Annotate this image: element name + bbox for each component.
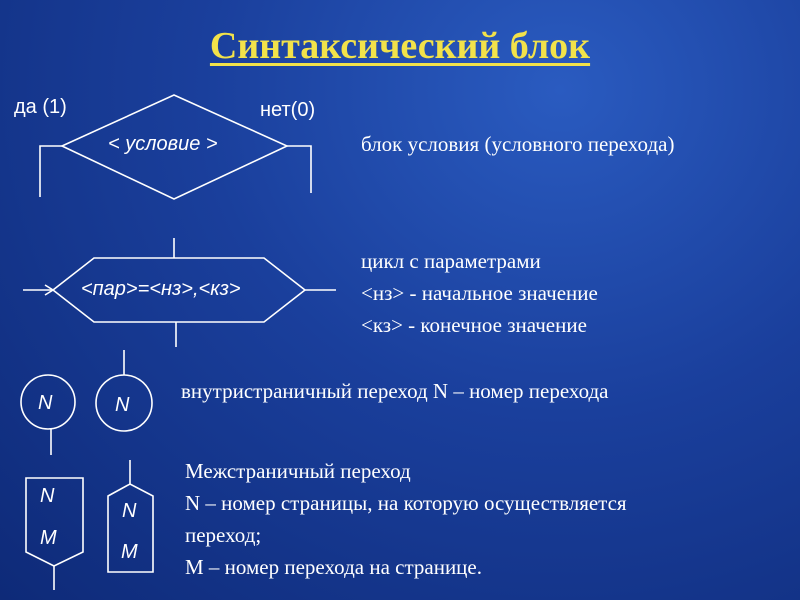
- loop-text: <пар>=<нз>,<кз>: [81, 278, 241, 300]
- loop-description: [361, 245, 598, 341]
- page-title: Синтаксический блок: [209, 25, 591, 67]
- onpage-connector-description: внутристраничный переход N – номер перехода: [181, 379, 609, 403]
- offpage-connector-description: [185, 455, 627, 583]
- offpage-connector-right-bottom: M: [121, 541, 138, 563]
- condition-branch-no-line: [287, 146, 311, 193]
- offpage-description-line: N – номер страницы, на которую осуществляется: [185, 491, 627, 515]
- offpage-connector-left-bottom: M: [40, 527, 57, 549]
- offpage-description-line: Межстраничный переход: [185, 459, 411, 483]
- offpage-connector-left-shape: [26, 478, 83, 566]
- loop-description-line: <кз> - конечное значение: [361, 313, 587, 337]
- offpage-connector-right-top: N: [122, 500, 137, 522]
- offpage-description-line: переход;: [185, 523, 262, 547]
- loop-description-line: цикл с параметрами: [361, 249, 541, 273]
- offpage-connector-left-top: N: [40, 485, 55, 507]
- onpage-connector-left-symbol: N: [38, 392, 53, 414]
- loop-description-line: <нз> - начальное значение: [361, 281, 598, 305]
- condition-text: < условие >: [108, 133, 218, 155]
- condition-description: блок условия (условного перехода): [361, 132, 675, 156]
- condition-branch-yes-line: [40, 146, 62, 197]
- offpage-description-line: M – номер перехода на странице.: [185, 555, 482, 579]
- onpage-connector-right-symbol: N: [115, 394, 130, 416]
- label-no: нет(0): [260, 99, 316, 121]
- label-yes: да (1): [14, 96, 67, 118]
